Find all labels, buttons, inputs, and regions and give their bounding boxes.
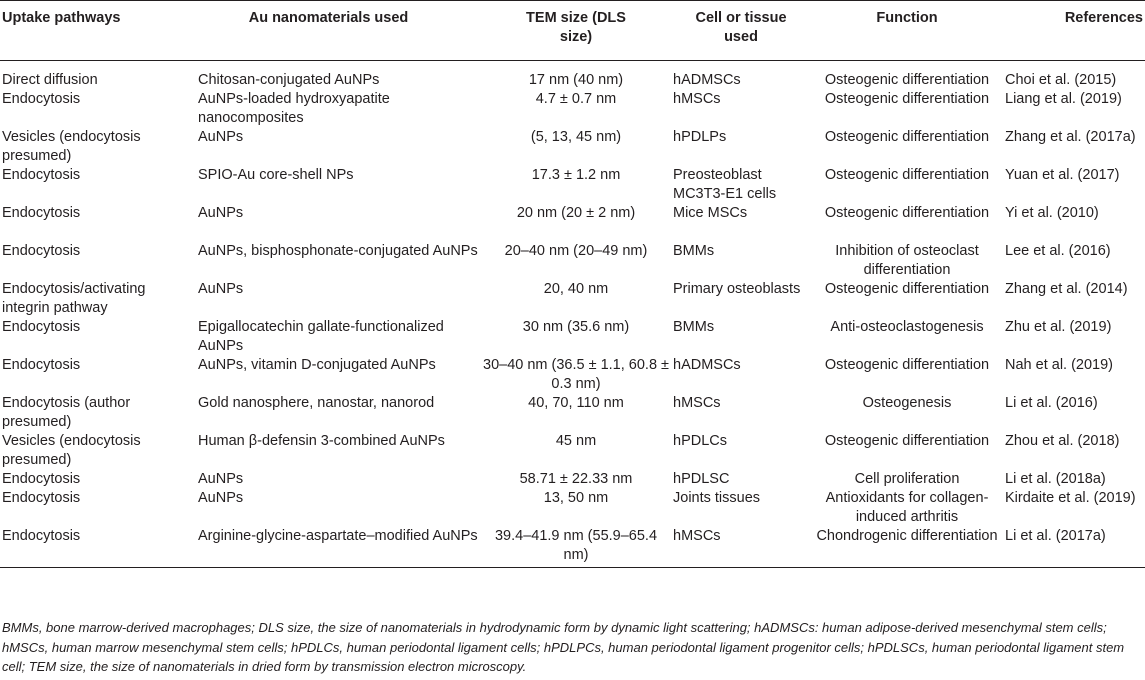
cell-tissue-cell: hPDLPs <box>673 129 727 145</box>
table-row <box>0 489 1145 527</box>
tem-size-cell: 58.71 ± 22.33 nm <box>519 471 633 487</box>
table-row <box>0 356 1145 394</box>
function-cell: Osteogenesis <box>862 395 952 411</box>
cell-tissue-cell: Primary osteoblasts <box>673 281 801 297</box>
uptake-pathway-cell: Endocytosis <box>2 471 81 487</box>
cell-tissue-cell: hADMSCs <box>673 357 741 373</box>
reference-cell: Yuan et al. (2017) <box>1005 167 1120 183</box>
reference-cell: Choi et al. (2015) <box>1005 72 1117 88</box>
uptake-pathway-cell: Direct diffusion <box>2 72 98 88</box>
au-nanomaterial-cell: AuNPs <box>198 471 244 487</box>
au-nanomaterial-cell: Epigallocatechin gallate-functionalized AuNPs <box>198 319 444 354</box>
au-nanomaterial-cell: Chitosan-conjugated AuNPs <box>198 72 380 88</box>
uptake-pathway-cell: Endocytosis (author presumed) <box>2 395 131 430</box>
reference-cell: Liang et al. (2019) <box>1005 91 1122 107</box>
function-cell: Osteogenic differentiation <box>824 91 990 107</box>
uptake-pathway-cell: Endocytosis <box>0 527 196 568</box>
function-cell: Inhibition of osteoclast differentiation <box>835 243 979 278</box>
function-cell: Chondrogenic differentiation <box>811 527 1003 568</box>
header-tem-size: TEM size (DLS size) <box>481 1 671 61</box>
cell-tissue-cell: Mice MSCs <box>673 205 748 221</box>
cell-tissue-cell: hPDLCs <box>673 433 727 449</box>
function-cell: Osteogenic differentiation <box>824 205 990 221</box>
function-cell: Osteogenic differentiation <box>824 167 990 183</box>
au-nanomaterial-cell: AuNPs, vitamin D-conjugated AuNPs <box>198 357 436 373</box>
table-row <box>0 204 1145 242</box>
tem-size-cell: 17.3 ± 1.2 nm <box>531 167 621 183</box>
table-row <box>0 166 1145 204</box>
tem-size-cell: (5, 13, 45 nm) <box>530 129 622 145</box>
reference-cell: Zhou et al. (2018) <box>1005 433 1120 449</box>
table-row <box>0 432 1145 470</box>
tem-size-cell: 20 nm (20 ± 2 nm) <box>516 205 636 221</box>
cell-tissue-cell: hMSCs <box>673 91 721 107</box>
reference-cell: Kirdaite et al. (2019) <box>1005 490 1136 506</box>
header-row <box>0 1 1145 61</box>
tem-size-cell: 20–40 nm (20–49 nm) <box>504 243 648 259</box>
uptake-pathway-cell: Endocytosis <box>2 91 81 107</box>
au-nanomaterial-cell: AuNPs <box>198 281 244 297</box>
table-footnote: BMMs, bone marrow-derived macrophages; DLS size, the size of nanomaterials in hydrodynamic form by dynamic light scattering; hADMSCs: human adipose-derived mesenchymal stem cells; hMSCs, human marrow mesenchymal stem cells; hPDLCs, human periodontal ligament cells; hPDLPCs, human periodontal ligament progenitor cells; hPDLSCs, human periodontal ligament stem cell; TEM size, the size of nanomaterials in dried form by transmission electron microscopy. <box>2 620 1125 674</box>
function-cell: Osteogenic differentiation <box>824 72 990 88</box>
cell-tissue-cell: Joints tissues <box>673 490 761 506</box>
au-nanomaterial-cell: Gold nanosphere, nanostar, nanorod <box>198 395 435 411</box>
reference-cell: Li et al. (2017a) <box>1003 527 1145 568</box>
reference-cell: Lee et al. (2016) <box>1005 243 1111 259</box>
cell-tissue-cell: hPDLSC <box>673 471 730 487</box>
au-nanomaterial-cell: AuNPs, bisphosphonate-conjugated AuNPs <box>198 243 478 259</box>
uptake-pathway-cell: Endocytosis <box>2 319 81 335</box>
uptake-pathway-cell: Endocytosis/activating integrin pathway <box>2 281 146 316</box>
uptake-pathway-cell: Endocytosis <box>2 490 81 506</box>
uptake-pathway-cell: Endocytosis <box>2 205 81 221</box>
au-nanomaterial-cell: AuNPs <box>198 129 244 145</box>
uptake-pathway-cell: Vesicles (endocytosis presumed) <box>2 129 141 164</box>
function-cell: Osteogenic differentiation <box>824 357 990 373</box>
tem-size-cell: 39.4–41.9 nm (55.9–65.4 nm) <box>481 527 671 568</box>
tem-size-cell: 30–40 nm (36.5 ± 1.1, 60.8 ± 0.3 nm) <box>483 357 670 392</box>
header-uptake-pathways: Uptake pathways <box>0 1 196 61</box>
reference-cell: Li et al. (2016) <box>1005 395 1098 411</box>
tem-size-cell: 40, 70, 110 nm <box>528 395 624 411</box>
header-au-nanomaterials: Au nanomaterials used <box>196 1 481 61</box>
function-cell: Osteogenic differentiation <box>824 281 990 297</box>
uptake-pathway-cell: Vesicles (endocytosis presumed) <box>2 433 141 468</box>
uptake-pathway-cell: Endocytosis <box>2 243 81 259</box>
reference-cell: Zhu et al. (2019) <box>1005 319 1112 335</box>
reference-cell: Li et al. (2018a) <box>1005 471 1106 487</box>
table-row <box>0 61 1145 91</box>
cell-tissue-cell: BMMs <box>673 319 715 335</box>
function-cell: Osteogenic differentiation <box>824 433 990 449</box>
table-body <box>0 61 1145 568</box>
table-row <box>0 242 1145 280</box>
uptake-pathway-cell: Endocytosis <box>2 357 81 373</box>
function-cell: Antioxidants for collagen-induced arthritis <box>825 490 989 525</box>
function-cell: Cell proliferation <box>854 471 960 487</box>
header-references: References <box>1003 1 1145 61</box>
table-row <box>0 318 1145 356</box>
cell-tissue-cell: BMMs <box>673 243 715 259</box>
tem-size-cell: 4.7 ± 0.7 nm <box>535 91 617 107</box>
function-cell: Osteogenic differentiation <box>824 129 990 145</box>
au-nanomaterial-cell: AuNPs <box>198 490 244 506</box>
function-cell: Anti-osteoclastogenesis <box>830 319 984 335</box>
tem-size-cell: 45 nm <box>555 433 597 449</box>
tem-size-cell: 13, 50 nm <box>543 490 609 506</box>
table-row <box>0 280 1145 318</box>
reference-cell: Zhang et al. (2017a) <box>1005 129 1136 145</box>
table-row <box>0 394 1145 432</box>
header-cell-or-tissue: Cell or tissue used <box>671 1 811 61</box>
table-row <box>0 128 1145 166</box>
au-nanomaterial-cell: AuNPs <box>198 205 244 221</box>
reference-cell: Nah et al. (2019) <box>1005 357 1114 373</box>
au-nanomaterial-cell: Human β-defensin 3-combined AuNPs <box>198 433 445 449</box>
reference-cell: Zhang et al. (2014) <box>1005 281 1128 297</box>
reference-cell: Yi et al. (2010) <box>1005 205 1099 221</box>
table-row <box>0 527 1145 568</box>
tem-size-cell: 17 nm (40 nm) <box>528 72 624 88</box>
table-row <box>0 470 1145 489</box>
tem-size-cell: 30 nm (35.6 nm) <box>522 319 630 335</box>
uptake-pathway-cell: Endocytosis <box>2 167 81 183</box>
tem-size-cell: 20, 40 nm <box>543 281 609 297</box>
au-nanomaterial-cell: Arginine-glycine-aspartate–modified AuNPs <box>196 527 481 568</box>
cell-tissue-cell: hMSCs <box>671 527 811 568</box>
header-function: Function <box>811 1 1003 61</box>
au-nanomaterial-cell: SPIO-Au core-shell NPs <box>198 167 354 183</box>
cell-tissue-cell: hADMSCs <box>673 72 741 88</box>
cell-tissue-cell: hMSCs <box>673 395 721 411</box>
cell-tissue-cell: Preosteoblast MC3T3-E1 cells <box>673 167 777 202</box>
au-nanomaterial-cell: AuNPs-loaded hydroxyapatite nanocomposites <box>198 91 390 126</box>
table-row <box>0 90 1145 128</box>
